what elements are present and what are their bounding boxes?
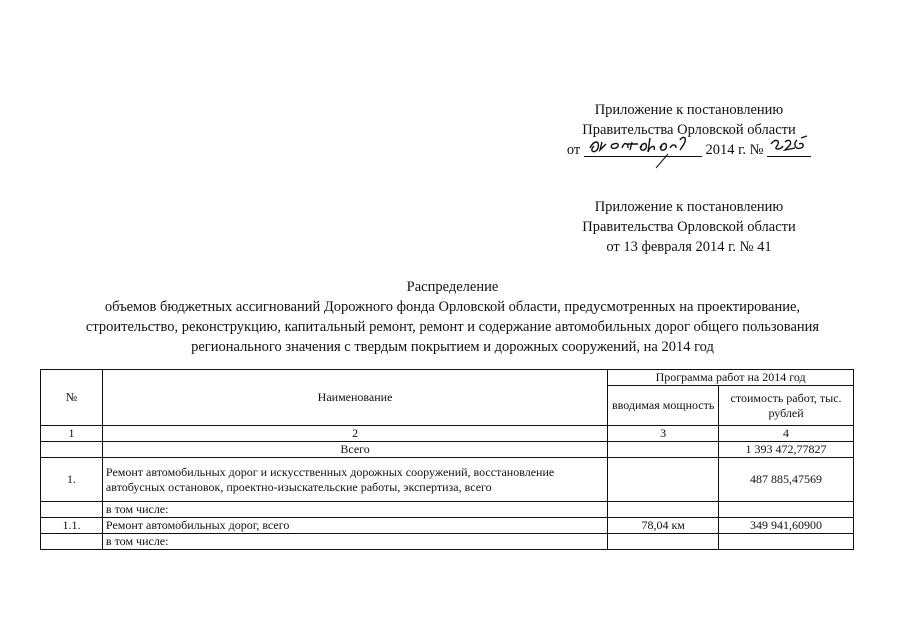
column-number: 1 <box>41 426 103 442</box>
row-cost <box>719 534 854 550</box>
table-row <box>41 534 854 550</box>
row-no: 1.1. <box>41 518 103 534</box>
date-suffix: 2014 г. № <box>705 142 764 158</box>
table-row <box>41 518 854 534</box>
handwritten-date-signature <box>584 140 702 157</box>
row-no <box>41 534 103 550</box>
row-name: Ремонт автомобильных дорог и искусственных дорожных сооружений, восстановление автобусных остановок, проектно-изыскательские работы, экспертиза, всего <box>102 458 607 502</box>
row-name: Всего <box>102 442 607 458</box>
row-cost <box>719 502 854 518</box>
row-capacity <box>608 442 719 458</box>
appendix-header-original <box>539 197 839 257</box>
appendix-line1: Приложение к постановлению <box>594 102 784 118</box>
column-number: 4 <box>719 426 854 442</box>
header-no: № <box>41 370 103 426</box>
table-row <box>41 458 854 502</box>
appendix-old-line2: Правительства Орловской области <box>582 219 796 235</box>
row-no <box>41 442 103 458</box>
table-header-row <box>41 370 854 386</box>
row-capacity <box>608 502 719 518</box>
row-no: 1. <box>41 458 103 502</box>
title-line1: объемов бюджетных ассигнований Дорожного фонда Орловской области, предусмотренных на проектирование, <box>104 299 801 315</box>
table-row <box>41 502 854 518</box>
allocation-table <box>40 369 854 550</box>
table-row <box>41 442 854 458</box>
title-heading: Распределение <box>406 279 499 295</box>
title-line3: регионального значения с твердым покрытием и дорожных сооружений, на 2014 год <box>191 339 714 355</box>
header-program: Программа работ на 2014 год <box>608 370 854 386</box>
row-capacity <box>608 458 719 502</box>
header-cost: стоимость работ, тыс. рублей <box>719 386 854 426</box>
appendix-old-line3: от 13 февраля 2014 г. № 41 <box>606 239 772 255</box>
row-name: в том числе: <box>102 534 607 550</box>
row-cost: 487 885,47569 <box>719 458 854 502</box>
handwritten-number-signature <box>767 140 811 157</box>
row-capacity <box>608 534 719 550</box>
column-number: 3 <box>608 426 719 442</box>
date-prefix: от <box>566 142 581 158</box>
document-title <box>40 277 865 357</box>
column-number-row <box>41 426 854 442</box>
column-number: 2 <box>102 426 607 442</box>
header-name: Наименование <box>102 370 607 426</box>
row-name: Ремонт автомобильных дорог, всего <box>102 518 607 534</box>
appendix-line2: Правительства Орловской области <box>582 122 796 138</box>
header-capacity: вводимая мощность <box>608 386 719 426</box>
appendix-header-current <box>539 100 839 160</box>
row-cost: 1 393 472,77827 <box>719 442 854 458</box>
row-name: в том числе: <box>102 502 607 518</box>
row-capacity: 78,04 км <box>608 518 719 534</box>
appendix-old-line1: Приложение к постановлению <box>594 199 784 215</box>
row-cost: 349 941,60900 <box>719 518 854 534</box>
title-line2: строительство, реконструкцию, капитальный ремонт, ремонт и содержание автомобильных дорог общего пользования <box>85 319 820 335</box>
row-no <box>41 502 103 518</box>
appendix-date-line <box>539 140 839 160</box>
